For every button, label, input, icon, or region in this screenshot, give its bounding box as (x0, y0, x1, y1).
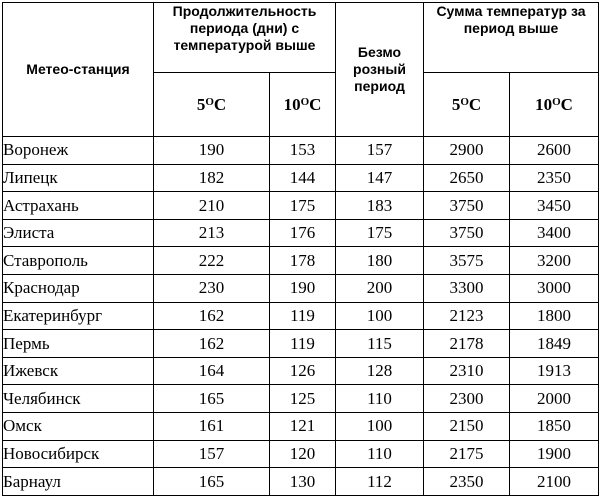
days-above-10c: 175 (270, 192, 336, 220)
station-name: Астрахань (3, 192, 154, 220)
frost-free-days: 180 (336, 247, 424, 275)
station-name: Пермь (3, 330, 154, 358)
frost-free-days: 128 (336, 357, 424, 385)
table-row (3, 468, 599, 496)
station-column-header: Метео-станция (3, 3, 154, 137)
frost-free-days: 110 (336, 440, 424, 468)
temp-sum-above-5c: 2178 (424, 330, 510, 358)
degree-mark: O (300, 96, 310, 108)
temp-sum-above-5c: 2300 (424, 385, 510, 413)
frost-free-days: 112 (336, 468, 424, 496)
table-row (3, 357, 599, 385)
meteo-table (2, 2, 599, 496)
degree-mark: O (552, 96, 561, 108)
days-above-5c: 222 (154, 247, 270, 275)
days-above-10c: 120 (270, 440, 336, 468)
temp-sum-above-5c: 3575 (424, 247, 510, 275)
table-row (3, 413, 599, 441)
temp-sum-above-5c: 2150 (424, 413, 510, 441)
table-row (3, 164, 599, 192)
table-body (3, 137, 599, 496)
temp-sum-above-10c: 1900 (510, 440, 599, 468)
table-row (3, 247, 599, 275)
temp-sum-above-10c: 1850 (510, 413, 599, 441)
temp-sum-above-5c: 3750 (424, 219, 510, 247)
temp-sum-above-5c: 2900 (424, 137, 510, 165)
days-above-10c: 125 (270, 385, 336, 413)
temp-sum-above-5c: 2123 (424, 302, 510, 330)
station-name: Новосибирск (3, 440, 154, 468)
table-row (3, 330, 599, 358)
temp-sum-above-10c: 2600 (510, 137, 599, 165)
degree-mark: O (460, 96, 469, 108)
temperature-sum-group-header: Сумма температур за период выше (424, 3, 599, 73)
frost-free-days: 175 (336, 219, 424, 247)
station-name: Омск (3, 413, 154, 441)
station-name: Липецк (3, 164, 154, 192)
temp-sum-above-10c: 3200 (510, 247, 599, 275)
temp-unit: C (213, 95, 227, 114)
frost-free-days: 183 (336, 192, 424, 220)
temp-unit: C (560, 95, 573, 114)
temp-sum-above-10c: 1849 (510, 330, 599, 358)
days-above-5c: 230 (154, 275, 270, 303)
frost-free-days: 200 (336, 275, 424, 303)
duration-5c-header (154, 73, 270, 137)
days-above-5c: 161 (154, 413, 270, 441)
table-row (3, 302, 599, 330)
station-name: Ставрополь (3, 247, 154, 275)
temp-sum-above-10c: 1800 (510, 302, 599, 330)
days-above-5c: 165 (154, 468, 270, 496)
frost-free-days: 115 (336, 330, 424, 358)
days-above-5c: 165 (154, 385, 270, 413)
temp-unit: C (309, 95, 322, 114)
days-above-5c: 157 (154, 440, 270, 468)
station-name: Элиста (3, 219, 154, 247)
frost-free-days: 110 (336, 385, 424, 413)
frost-free-days: 157 (336, 137, 424, 165)
station-name: Ижевск (3, 357, 154, 385)
table-row (3, 440, 599, 468)
days-above-5c: 182 (154, 164, 270, 192)
temp-number: 10 (535, 95, 553, 114)
temp-number: 5 (196, 95, 206, 114)
temp-sum-above-5c: 3300 (424, 275, 510, 303)
days-above-10c: 130 (270, 468, 336, 496)
days-above-5c: 210 (154, 192, 270, 220)
temp-sum-above-5c: 3750 (424, 192, 510, 220)
days-above-10c: 153 (270, 137, 336, 165)
days-above-10c: 178 (270, 247, 336, 275)
frost-free-days: 100 (336, 413, 424, 441)
station-name: Краснодар (3, 275, 154, 303)
temp-sum-above-5c: 2350 (424, 468, 510, 496)
days-above-5c: 162 (154, 330, 270, 358)
station-name: Барнаул (3, 468, 154, 496)
days-above-5c: 213 (154, 219, 270, 247)
frost-free-column-header: Безмо розный период (336, 3, 424, 137)
days-above-10c: 190 (270, 275, 336, 303)
days-above-5c: 190 (154, 137, 270, 165)
temp-sum-above-10c: 2000 (510, 385, 599, 413)
days-above-10c: 144 (270, 164, 336, 192)
station-name: Челябинск (3, 385, 154, 413)
temp-sum-above-10c: 3400 (510, 219, 599, 247)
days-above-10c: 126 (270, 357, 336, 385)
temp-sum-above-10c: 3000 (510, 275, 599, 303)
days-above-10c: 121 (270, 413, 336, 441)
days-above-10c: 176 (270, 219, 336, 247)
station-name: Воронеж (3, 137, 154, 165)
temp-sum-above-5c: 2650 (424, 164, 510, 192)
days-above-10c: 119 (270, 330, 336, 358)
table-row (3, 192, 599, 220)
temp-number: 5 (451, 95, 461, 114)
sum-5c-header (424, 73, 510, 137)
temp-sum-above-10c: 3450 (510, 192, 599, 220)
days-above-5c: 164 (154, 357, 270, 385)
temp-sum-above-10c: 2100 (510, 468, 599, 496)
table-row (3, 275, 599, 303)
table-header (3, 3, 599, 137)
sum-10c-header (510, 73, 599, 137)
days-above-5c: 162 (154, 302, 270, 330)
frost-free-days: 100 (336, 302, 424, 330)
station-name: Екатеринбург (3, 302, 154, 330)
table-row (3, 385, 599, 413)
days-above-10c: 119 (270, 302, 336, 330)
temp-number: 10 (283, 95, 301, 114)
temp-sum-above-10c: 1913 (510, 357, 599, 385)
duration-group-header: Продолжительность периода (дни) с температурой выше (154, 3, 336, 73)
table-row (3, 137, 599, 165)
duration-10c-header (270, 73, 336, 137)
temp-sum-above-5c: 2175 (424, 440, 510, 468)
degree-mark: O (205, 96, 214, 108)
temp-sum-above-5c: 2310 (424, 357, 510, 385)
frost-free-days: 147 (336, 164, 424, 192)
temp-unit: C (468, 95, 482, 114)
temp-sum-above-10c: 2350 (510, 164, 599, 192)
table-row (3, 219, 599, 247)
